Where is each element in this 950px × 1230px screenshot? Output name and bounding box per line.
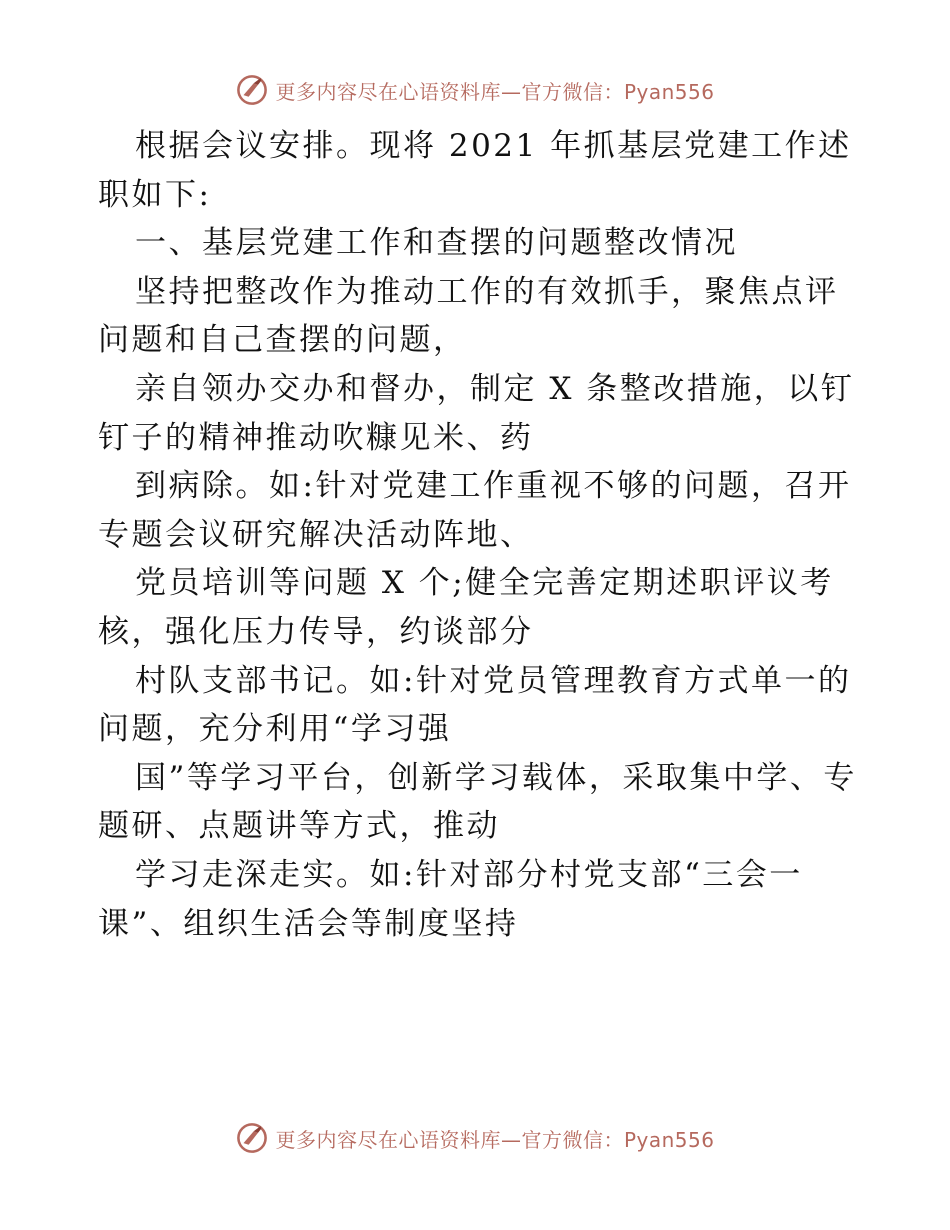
paragraph: 到病除。如:针对党建工作重视不够的问题，召开专题会议研究解决活动阵地、	[98, 468, 852, 553]
paragraph: 坚持把整改作为推动工作的有效抓手，聚焦点评问题和自己查摆的问题，	[98, 273, 839, 359]
section-heading: 一、基层党建工作和查摆的问题整改情况	[135, 225, 738, 262]
watermark-text: 更多内容尽在心语资料库—官方微信：Pyan556	[275, 79, 715, 104]
paragraph: 村队支部书记。如:针对党员管理教育方式单一的问题，充分利用“学习强	[98, 662, 852, 748]
document-body	[98, 122, 858, 948]
paragraph: 国”等学习平台，创新学习载体，采取集中学、专题研、点题讲等方式，推动	[98, 759, 857, 845]
paragraph: 学习走深走实。如:针对部分村党支部“三会一课”、组织生活会等制度坚持	[98, 856, 803, 942]
paragraph: 亲自领办交办和督办，制定 X 条整改措施，以钉钉子的精神推动吹糠见米、药	[98, 370, 855, 456]
logo-icon	[235, 1121, 269, 1155]
watermark-header	[0, 70, 950, 110]
watermark-footer	[0, 1118, 950, 1158]
paragraph: 党员培训等问题 X 个;健全完善定期述职评议考核，强化压力传导，约谈部分	[98, 565, 834, 650]
logo-icon	[235, 73, 269, 107]
paragraph: 根据会议安排。现将 2021 年抓基层党建工作述职如下:	[98, 128, 852, 213]
watermark-text: 更多内容尽在心语资料库—官方微信：Pyan556	[275, 1127, 715, 1152]
